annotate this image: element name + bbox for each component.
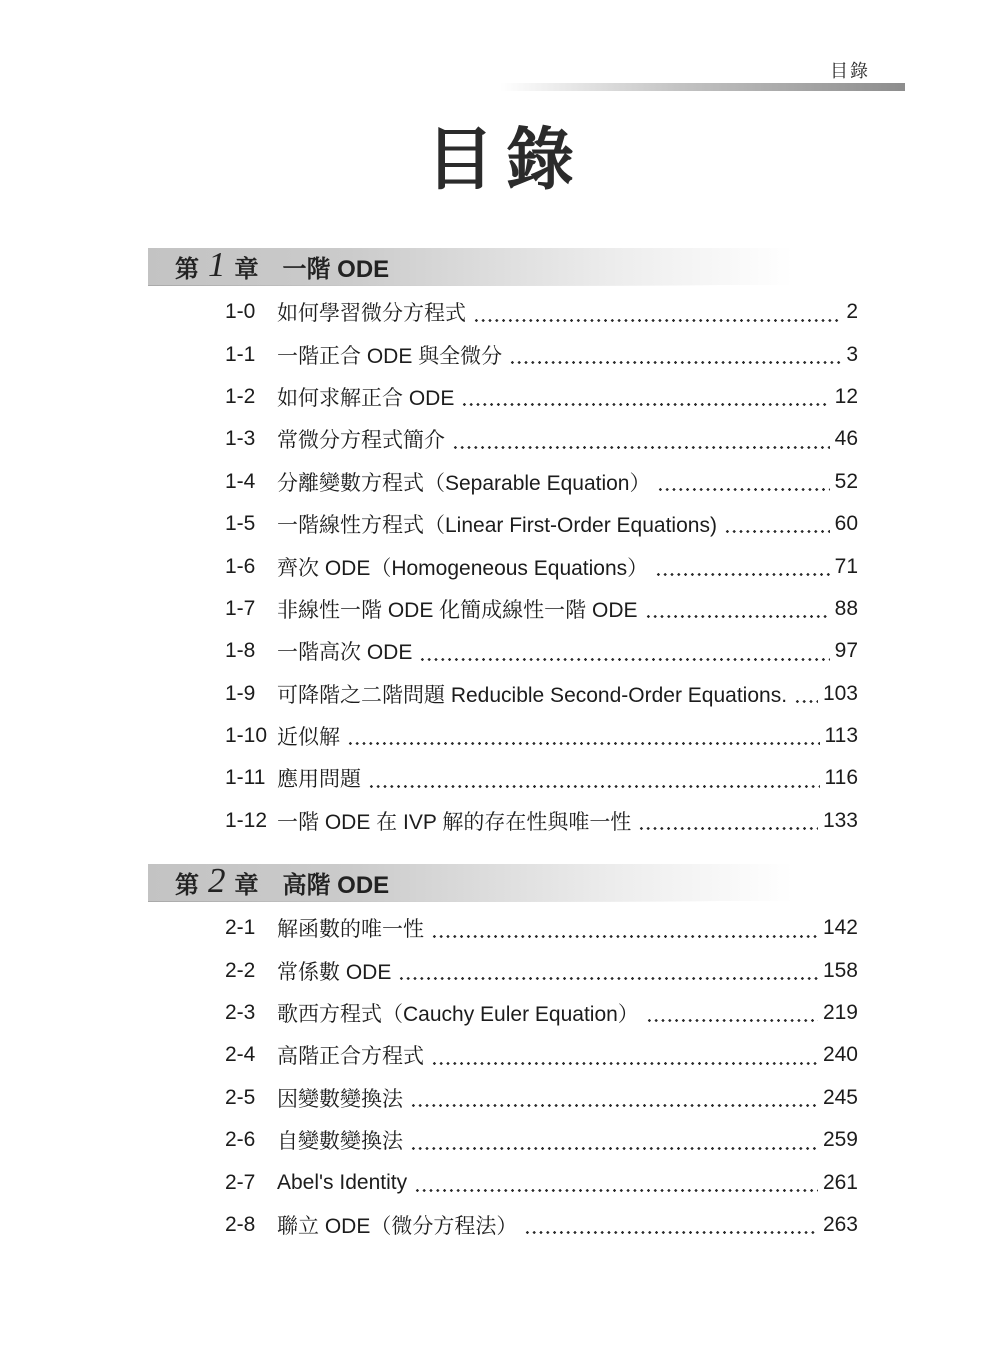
dot-leader	[724, 503, 830, 545]
dot-leader	[473, 291, 841, 333]
dot-leader	[431, 1034, 818, 1076]
item-page: 245	[822, 1085, 858, 1109]
item-number: 1-5	[225, 512, 256, 536]
dot-leader	[638, 800, 818, 842]
item-title: 一階線性方程式（Linear First-Order Equations)	[277, 514, 717, 538]
item-number: 2-7	[225, 1170, 256, 1194]
dot-leader	[368, 757, 820, 799]
toc-entry	[225, 545, 858, 587]
toc-entry	[225, 588, 858, 630]
chapter-heading	[148, 861, 820, 901]
dot-leader	[419, 630, 829, 672]
toc-entry	[225, 1034, 858, 1076]
toc-entry	[225, 1119, 858, 1161]
dot-leader	[646, 992, 818, 1034]
item-number: 1-6	[225, 554, 256, 578]
toc-entry	[225, 1161, 858, 1203]
dot-leader	[461, 376, 829, 418]
item-page: 219	[822, 1001, 858, 1025]
item-number: 1-4	[225, 469, 256, 493]
item-title: 非線性一階 ODE 化簡成線性一階 ODE	[277, 598, 638, 622]
item-title: 聯立 ODE（微分方程法）	[277, 1215, 518, 1238]
item-title: 常係數 ODE	[277, 960, 392, 984]
item-title: 一階高次 ODE	[277, 641, 413, 665]
item-page: 97	[834, 639, 858, 663]
toc-entry	[225, 1204, 858, 1246]
dot-leader	[410, 1077, 818, 1119]
item-title: 自變數變換法	[277, 1130, 403, 1154]
item-title: Abel's Identity	[277, 1170, 408, 1194]
dot-leader	[794, 673, 818, 715]
header-rule	[500, 83, 905, 91]
item-page: 3	[846, 342, 858, 366]
item-page: 240	[822, 1043, 858, 1067]
item-title: 一階 ODE 在 IVP 解的存在性與唯一性	[277, 810, 632, 834]
toc-entry	[225, 503, 858, 545]
item-title: 解函數的唯一性	[277, 918, 424, 942]
dot-leader	[410, 1119, 818, 1161]
item-page: 52	[834, 469, 858, 493]
item-page: 60	[834, 512, 858, 536]
dot-leader	[347, 715, 820, 757]
item-page: 71	[834, 554, 858, 578]
chapter-heading	[148, 245, 820, 285]
dot-leader	[398, 949, 818, 991]
toc-entry	[225, 715, 858, 757]
item-number: 1-9	[225, 681, 256, 705]
item-page: 46	[834, 427, 858, 451]
item-page: 261	[822, 1170, 858, 1194]
toc-entry	[225, 949, 858, 991]
item-number: 1-12	[225, 808, 268, 832]
toc-entry	[225, 333, 858, 375]
dot-leader	[509, 333, 841, 375]
item-title: 如何求解正合 ODE	[277, 386, 455, 410]
item-number: 2-1	[225, 916, 256, 940]
item-page: 116	[824, 766, 858, 790]
toc-entry	[225, 800, 858, 842]
item-number: 2-6	[225, 1128, 256, 1152]
chapter-number-prefix: 第	[175, 256, 199, 283]
dot-leader	[524, 1204, 818, 1246]
item-title: 高階正合方程式	[277, 1045, 424, 1069]
item-number: 1-2	[225, 384, 256, 408]
item-page: 142	[822, 916, 858, 940]
item-page: 88	[834, 596, 858, 620]
chapter-section	[148, 245, 858, 842]
toc-entry	[225, 630, 858, 672]
toc-list	[148, 245, 858, 1246]
item-title: 應用問題	[277, 768, 361, 792]
toc-entry	[225, 907, 858, 949]
dot-leader	[414, 1161, 818, 1203]
chapter-number-suffix: 章	[234, 256, 259, 283]
chapter-title: 高階 ODE	[282, 872, 390, 900]
item-number: 2-2	[225, 958, 256, 982]
item-title: 近似解	[277, 726, 340, 750]
item-page: 259	[822, 1128, 858, 1152]
item-number: 1-3	[225, 427, 256, 451]
toc-entry	[225, 418, 858, 460]
item-number: 1-8	[225, 639, 256, 663]
item-page: 2	[846, 300, 858, 324]
page-title: 目錄	[425, 122, 586, 198]
chapter-title: 一階 ODE	[282, 256, 390, 283]
chapter-number: 2	[208, 861, 226, 901]
chapter-items	[148, 901, 858, 1246]
item-number: 2-3	[225, 1001, 256, 1025]
item-number: 1-10	[225, 724, 268, 748]
item-title: 分離變數方程式（Separable Equation）	[277, 471, 651, 495]
dot-leader	[645, 588, 830, 630]
item-page: 103	[822, 681, 858, 705]
item-title: 可降階之二階問題 Reducible Second-Order Equations.	[277, 683, 788, 707]
item-page: 133	[822, 808, 858, 832]
chapter-number-suffix: 章	[234, 872, 259, 900]
toc-entry	[225, 291, 858, 333]
toc-entry	[225, 1077, 858, 1119]
item-number: 1-11	[225, 766, 266, 790]
item-title: 常微分方程式簡介	[277, 429, 445, 453]
toc-entry	[225, 992, 858, 1034]
item-page: 113	[824, 724, 858, 748]
item-number: 1-0	[225, 300, 256, 324]
item-title: 齊次 ODE（Homogeneous Equations）	[277, 556, 649, 580]
dot-leader	[452, 418, 830, 460]
item-title: 如何學習微分方程式	[277, 302, 466, 326]
item-title: 因變數變換法	[277, 1087, 403, 1111]
chapter-section	[148, 861, 858, 1246]
item-number: 2-5	[225, 1085, 256, 1109]
toc-entry	[225, 376, 858, 418]
item-page: 158	[822, 958, 858, 982]
dot-leader	[657, 461, 829, 503]
chapter-number: 1	[208, 245, 226, 284]
running-header-label: 目錄	[830, 61, 870, 81]
item-title: 歌西方程式（Cauchy Euler Equation）	[277, 1003, 639, 1027]
toc-entry	[225, 461, 858, 503]
item-title: 一階正合 ODE 與全微分	[277, 344, 503, 368]
chapter-items	[148, 285, 858, 842]
dot-leader	[655, 545, 829, 587]
item-number: 1-1	[225, 342, 256, 366]
chapter-number-prefix: 第	[175, 872, 199, 900]
toc-entry	[225, 757, 858, 799]
item-page: 263	[822, 1213, 858, 1236]
item-page: 12	[834, 384, 858, 408]
item-number: 1-7	[225, 596, 256, 620]
item-number: 2-4	[225, 1043, 256, 1067]
dot-leader	[431, 907, 818, 949]
toc-entry	[225, 673, 858, 715]
item-number: 2-8	[225, 1213, 256, 1236]
